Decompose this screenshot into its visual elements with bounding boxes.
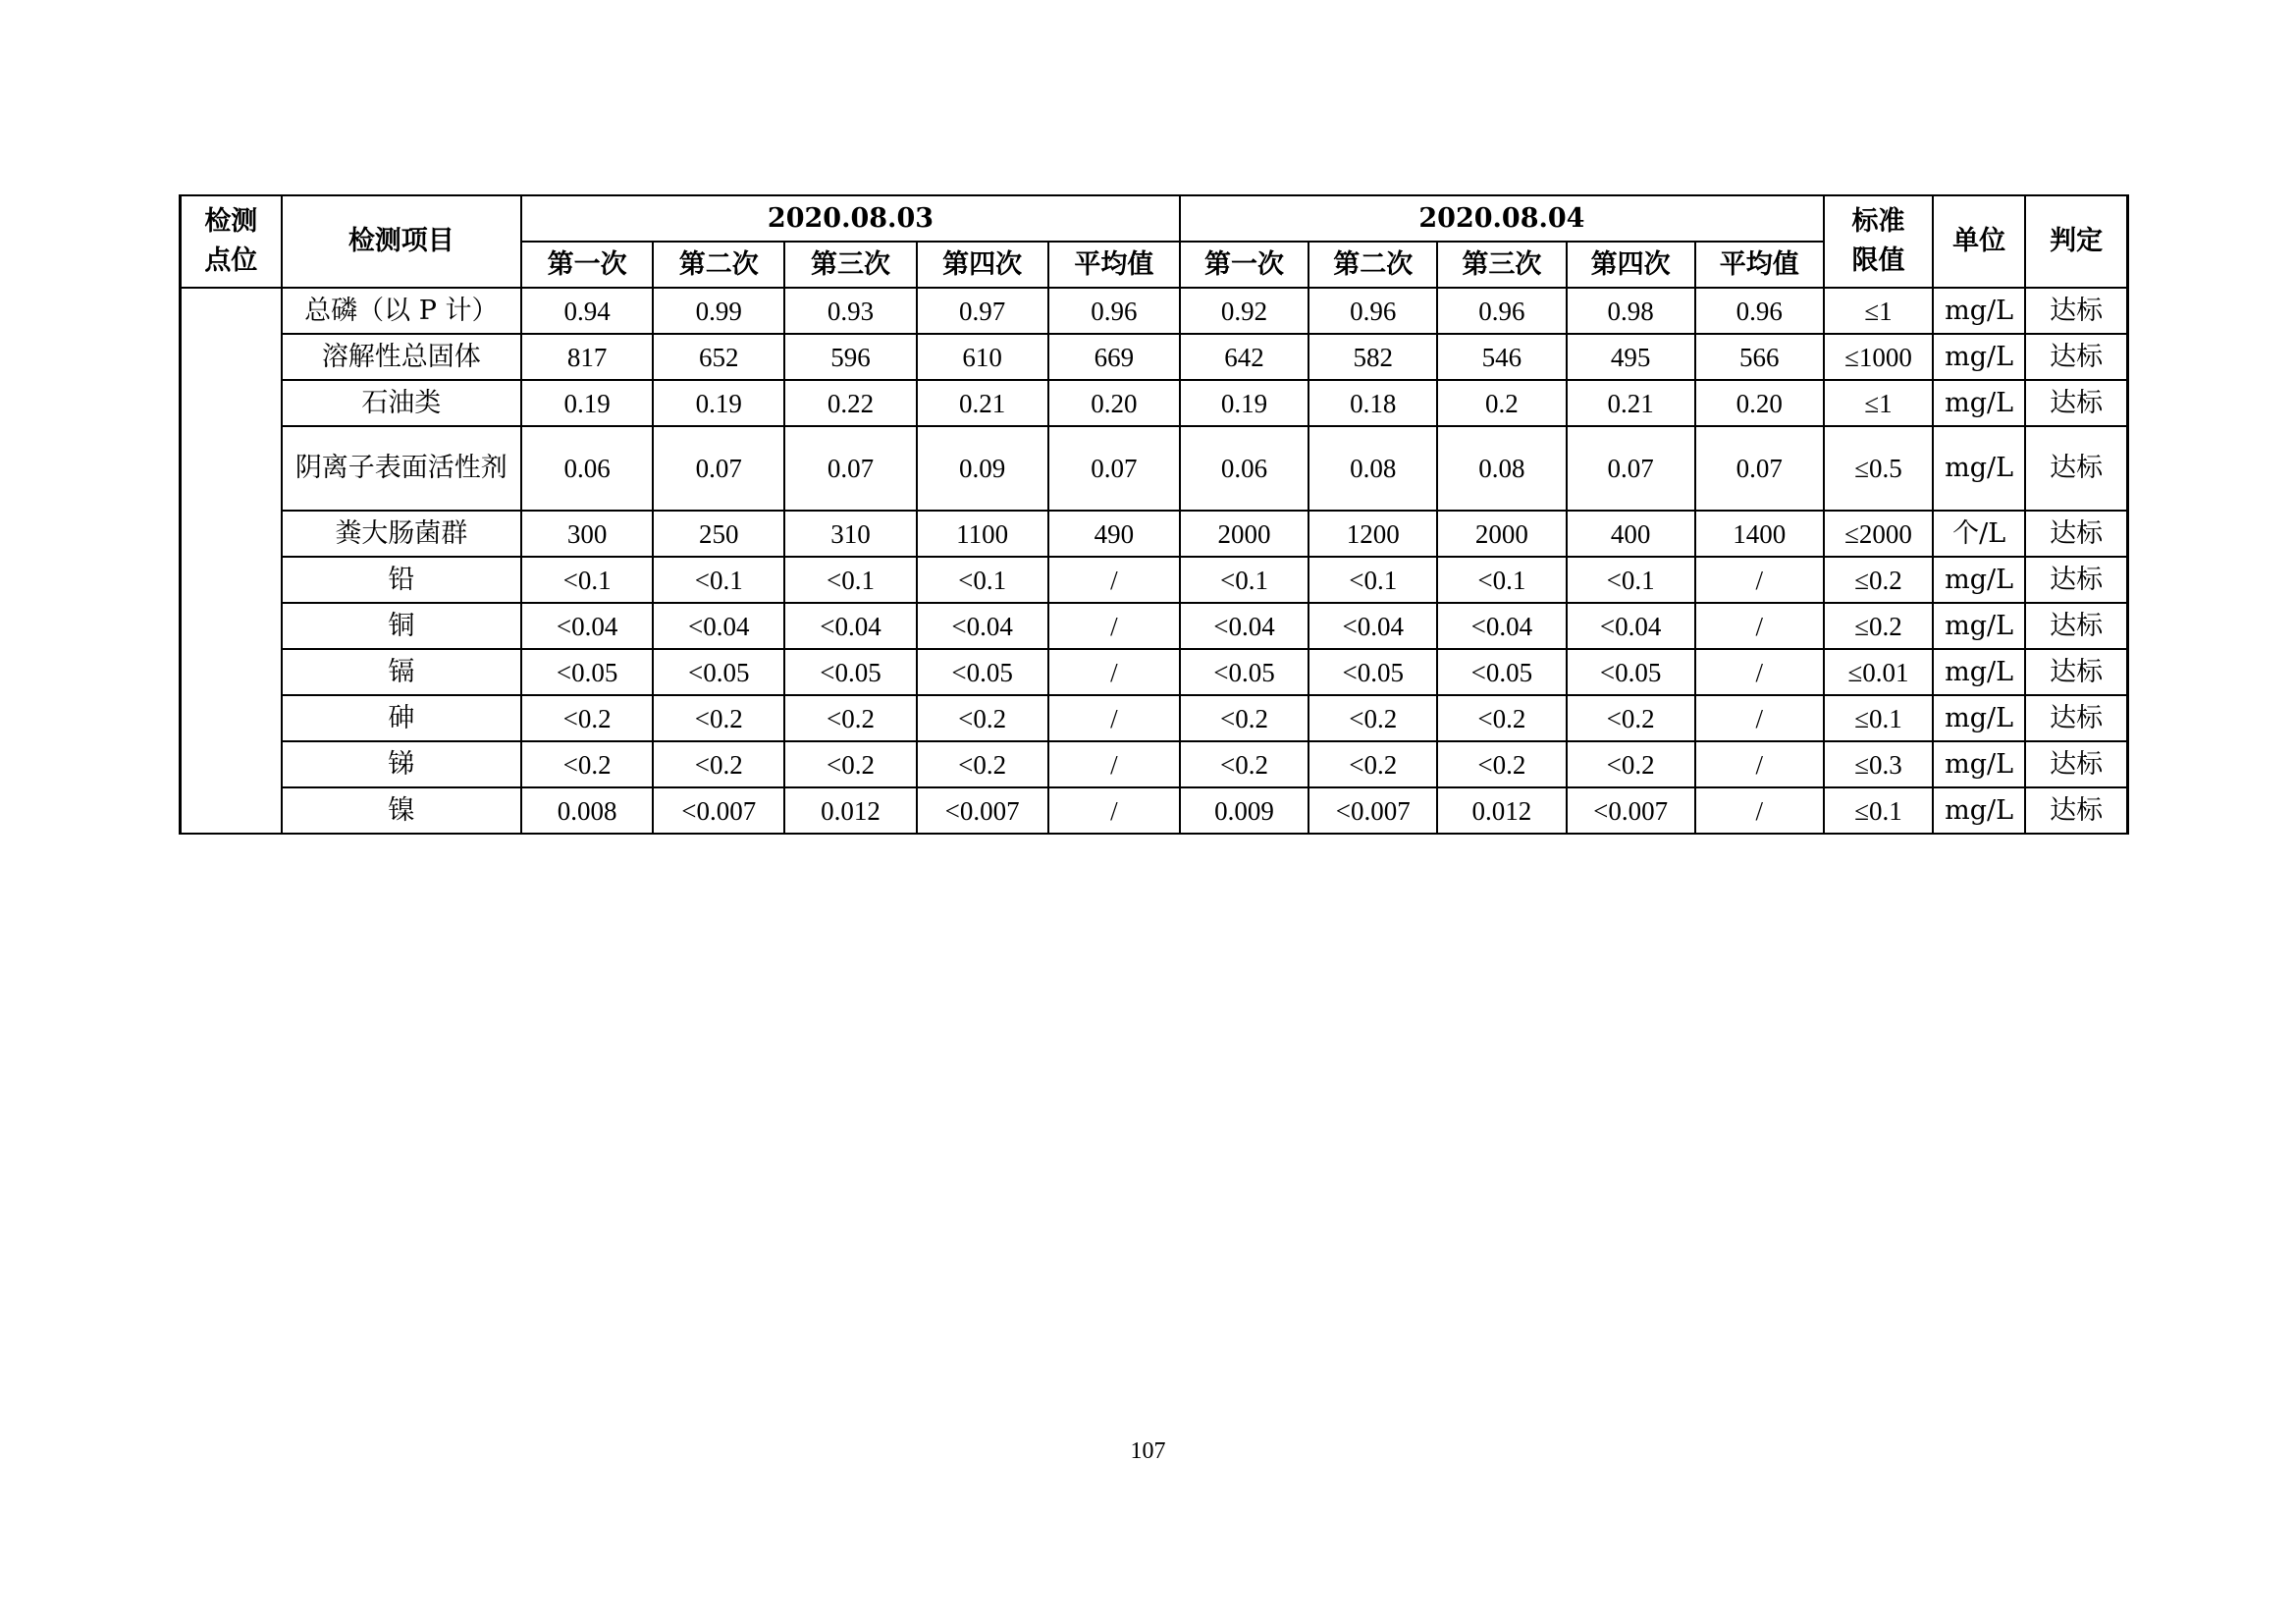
header-run-4: 第四次 xyxy=(1567,242,1695,288)
item-cell: 砷 xyxy=(282,695,521,741)
value-cell: 596 xyxy=(784,334,916,380)
value-cell: <0.04 xyxy=(521,603,653,649)
header-run-3: 第三次 xyxy=(1437,242,1566,288)
value-cell: 0.012 xyxy=(784,787,916,834)
item-cell: 溶解性总固体 xyxy=(282,334,521,380)
header-unit: 单位 xyxy=(1933,195,2025,288)
header-location: 检测 点位 xyxy=(181,195,282,288)
value-cell: <0.05 xyxy=(653,649,784,695)
header-run-2: 第二次 xyxy=(1308,242,1437,288)
header-limit: 标准 限值 xyxy=(1824,195,1933,288)
value-cell: 1200 xyxy=(1308,511,1437,557)
value-cell: <0.2 xyxy=(784,741,916,787)
value-cell: <0.04 xyxy=(917,603,1048,649)
value-cell: / xyxy=(1048,649,1180,695)
value-cell: 610 xyxy=(917,334,1048,380)
limit-cell: ≤2000 xyxy=(1824,511,1933,557)
value-cell: <0.2 xyxy=(1567,695,1695,741)
value-cell: / xyxy=(1048,695,1180,741)
value-cell: 0.07 xyxy=(1567,426,1695,511)
value-cell: <0.1 xyxy=(1437,557,1566,603)
value-cell: <0.2 xyxy=(653,695,784,741)
item-cell: 阴离子表面活性剂 xyxy=(282,426,521,511)
unit-cell: 个/L xyxy=(1933,511,2025,557)
value-cell: 0.96 xyxy=(1695,288,1824,334)
value-cell: 490 xyxy=(1048,511,1180,557)
value-cell: 0.009 xyxy=(1180,787,1308,834)
value-cell: 2000 xyxy=(1180,511,1308,557)
value-cell: 0.19 xyxy=(521,380,653,426)
value-cell: <0.04 xyxy=(653,603,784,649)
value-cell: <0.1 xyxy=(1308,557,1437,603)
unit-cell: mg/L xyxy=(1933,334,2025,380)
value-cell: <0.2 xyxy=(1308,695,1437,741)
value-cell: 300 xyxy=(521,511,653,557)
value-cell: 0.07 xyxy=(1695,426,1824,511)
value-cell: <0.05 xyxy=(1567,649,1695,695)
value-cell: 0.19 xyxy=(1180,380,1308,426)
item-cell: 铅 xyxy=(282,557,521,603)
value-cell: 0.96 xyxy=(1048,288,1180,334)
value-cell: 0.99 xyxy=(653,288,784,334)
value-cell: 0.97 xyxy=(917,288,1048,334)
limit-cell: ≤1 xyxy=(1824,288,1933,334)
value-cell: 310 xyxy=(784,511,916,557)
judgement-cell: 达标 xyxy=(2025,695,2127,741)
header-run-3: 第三次 xyxy=(784,242,916,288)
value-cell: 0.21 xyxy=(1567,380,1695,426)
value-cell: 0.012 xyxy=(1437,787,1566,834)
value-cell: 0.19 xyxy=(653,380,784,426)
value-cell: 0.22 xyxy=(784,380,916,426)
value-cell: 1100 xyxy=(917,511,1048,557)
header-item: 检测项目 xyxy=(282,195,521,288)
item-cell: 镍 xyxy=(282,787,521,834)
value-cell: / xyxy=(1048,741,1180,787)
header-row-dates xyxy=(181,195,2128,242)
value-cell: <0.1 xyxy=(653,557,784,603)
value-cell: 0.07 xyxy=(784,426,916,511)
value-cell: / xyxy=(1048,603,1180,649)
item-cell: 镉 xyxy=(282,649,521,695)
value-cell: / xyxy=(1695,695,1824,741)
value-cell: <0.04 xyxy=(1437,603,1566,649)
unit-cell: mg/L xyxy=(1933,649,2025,695)
value-cell: <0.1 xyxy=(521,557,653,603)
limit-cell: ≤0.3 xyxy=(1824,741,1933,787)
limit-cell: ≤0.1 xyxy=(1824,695,1933,741)
value-cell: 0.2 xyxy=(1437,380,1566,426)
table-row xyxy=(181,426,2128,511)
limit-cell: ≤0.5 xyxy=(1824,426,1933,511)
value-cell: 0.06 xyxy=(521,426,653,511)
header-run-2: 第二次 xyxy=(653,242,784,288)
value-cell: 0.07 xyxy=(1048,426,1180,511)
value-cell: / xyxy=(1048,787,1180,834)
unit-cell: mg/L xyxy=(1933,557,2025,603)
header-judgement: 判定 xyxy=(2025,195,2127,288)
item-cell: 粪大肠菌群 xyxy=(282,511,521,557)
table-row xyxy=(181,557,2128,603)
value-cell: 566 xyxy=(1695,334,1824,380)
header-date-2: 2020.08.04 xyxy=(1180,195,1824,242)
limit-cell: ≤1000 xyxy=(1824,334,1933,380)
value-cell: 546 xyxy=(1437,334,1566,380)
value-cell: / xyxy=(1695,557,1824,603)
table-row xyxy=(181,334,2128,380)
value-cell: <0.2 xyxy=(1437,741,1566,787)
value-cell: <0.1 xyxy=(1180,557,1308,603)
value-cell: <0.05 xyxy=(1308,649,1437,695)
unit-cell: mg/L xyxy=(1933,695,2025,741)
table-row xyxy=(181,695,2128,741)
value-cell: <0.2 xyxy=(1180,741,1308,787)
header-run-4: 第四次 xyxy=(917,242,1048,288)
value-cell: <0.2 xyxy=(1437,695,1566,741)
header-run-1: 第一次 xyxy=(521,242,653,288)
value-cell: <0.05 xyxy=(521,649,653,695)
value-cell: <0.05 xyxy=(784,649,916,695)
table-row xyxy=(181,380,2128,426)
judgement-cell: 达标 xyxy=(2025,557,2127,603)
judgement-cell: 达标 xyxy=(2025,380,2127,426)
limit-cell: ≤0.2 xyxy=(1824,557,1933,603)
limit-cell: ≤1 xyxy=(1824,380,1933,426)
value-cell: <0.007 xyxy=(1308,787,1437,834)
page-number: 107 xyxy=(1130,1438,1166,1464)
value-cell: <0.04 xyxy=(1180,603,1308,649)
judgement-cell: 达标 xyxy=(2025,511,2127,557)
monitoring-results-table xyxy=(179,194,2129,835)
value-cell: 642 xyxy=(1180,334,1308,380)
value-cell: <0.2 xyxy=(784,695,916,741)
header-run-1: 第一次 xyxy=(1180,242,1308,288)
limit-cell: ≤0.2 xyxy=(1824,603,1933,649)
unit-cell: mg/L xyxy=(1933,380,2025,426)
value-cell: <0.2 xyxy=(653,741,784,787)
value-cell: <0.05 xyxy=(917,649,1048,695)
judgement-cell: 达标 xyxy=(2025,603,2127,649)
header-average: 平均值 xyxy=(1695,242,1824,288)
table-row xyxy=(181,511,2128,557)
value-cell: <0.1 xyxy=(1567,557,1695,603)
value-cell: 0.07 xyxy=(653,426,784,511)
value-cell: 652 xyxy=(653,334,784,380)
value-cell: 400 xyxy=(1567,511,1695,557)
limit-cell: ≤0.01 xyxy=(1824,649,1933,695)
value-cell: <0.2 xyxy=(1567,741,1695,787)
value-cell: <0.007 xyxy=(917,787,1048,834)
value-cell: 817 xyxy=(521,334,653,380)
unit-cell: mg/L xyxy=(1933,426,2025,511)
value-cell: <0.007 xyxy=(653,787,784,834)
header-date-1: 2020.08.03 xyxy=(521,195,1180,242)
item-cell: 锑 xyxy=(282,741,521,787)
item-cell: 铜 xyxy=(282,603,521,649)
location-cell xyxy=(181,288,282,834)
judgement-cell: 达标 xyxy=(2025,649,2127,695)
value-cell: <0.05 xyxy=(1437,649,1566,695)
item-cell: 石油类 xyxy=(282,380,521,426)
judgement-cell: 达标 xyxy=(2025,787,2127,834)
unit-cell: mg/L xyxy=(1933,741,2025,787)
value-cell: <0.04 xyxy=(1567,603,1695,649)
value-cell: 0.08 xyxy=(1437,426,1566,511)
value-cell: 0.98 xyxy=(1567,288,1695,334)
value-cell: <0.2 xyxy=(1308,741,1437,787)
value-cell: 0.96 xyxy=(1437,288,1566,334)
value-cell: 0.18 xyxy=(1308,380,1437,426)
unit-cell: mg/L xyxy=(1933,787,2025,834)
value-cell: 0.06 xyxy=(1180,426,1308,511)
value-cell: <0.1 xyxy=(917,557,1048,603)
value-cell: 0.92 xyxy=(1180,288,1308,334)
value-cell: 0.94 xyxy=(521,288,653,334)
judgement-cell: 达标 xyxy=(2025,426,2127,511)
value-cell: 2000 xyxy=(1437,511,1566,557)
value-cell: 0.008 xyxy=(521,787,653,834)
value-cell: 495 xyxy=(1567,334,1695,380)
value-cell: 0.96 xyxy=(1308,288,1437,334)
limit-cell: ≤0.1 xyxy=(1824,787,1933,834)
value-cell: / xyxy=(1048,557,1180,603)
value-cell: <0.04 xyxy=(1308,603,1437,649)
value-cell: <0.2 xyxy=(521,741,653,787)
value-cell: 1400 xyxy=(1695,511,1824,557)
value-cell: 0.09 xyxy=(917,426,1048,511)
value-cell: <0.04 xyxy=(784,603,916,649)
value-cell: <0.05 xyxy=(1180,649,1308,695)
value-cell: 669 xyxy=(1048,334,1180,380)
value-cell: / xyxy=(1695,787,1824,834)
value-cell: 0.20 xyxy=(1695,380,1824,426)
judgement-cell: 达标 xyxy=(2025,288,2127,334)
value-cell: <0.007 xyxy=(1567,787,1695,834)
value-cell: 0.08 xyxy=(1308,426,1437,511)
table-row xyxy=(181,649,2128,695)
value-cell: <0.2 xyxy=(917,741,1048,787)
value-cell: 250 xyxy=(653,511,784,557)
value-cell: / xyxy=(1695,741,1824,787)
table-row xyxy=(181,741,2128,787)
value-cell: 582 xyxy=(1308,334,1437,380)
table-row xyxy=(181,603,2128,649)
header-average: 平均值 xyxy=(1048,242,1180,288)
unit-cell: mg/L xyxy=(1933,603,2025,649)
item-cell: 总磷（以 P 计） xyxy=(282,288,521,334)
table-row xyxy=(181,288,2128,334)
judgement-cell: 达标 xyxy=(2025,334,2127,380)
value-cell: 0.21 xyxy=(917,380,1048,426)
judgement-cell: 达标 xyxy=(2025,741,2127,787)
table-row xyxy=(181,787,2128,834)
value-cell: <0.2 xyxy=(1180,695,1308,741)
value-cell: <0.2 xyxy=(917,695,1048,741)
value-cell: 0.93 xyxy=(784,288,916,334)
value-cell: 0.20 xyxy=(1048,380,1180,426)
value-cell: / xyxy=(1695,649,1824,695)
unit-cell: mg/L xyxy=(1933,288,2025,334)
value-cell: <0.1 xyxy=(784,557,916,603)
value-cell: <0.2 xyxy=(521,695,653,741)
value-cell: / xyxy=(1695,603,1824,649)
